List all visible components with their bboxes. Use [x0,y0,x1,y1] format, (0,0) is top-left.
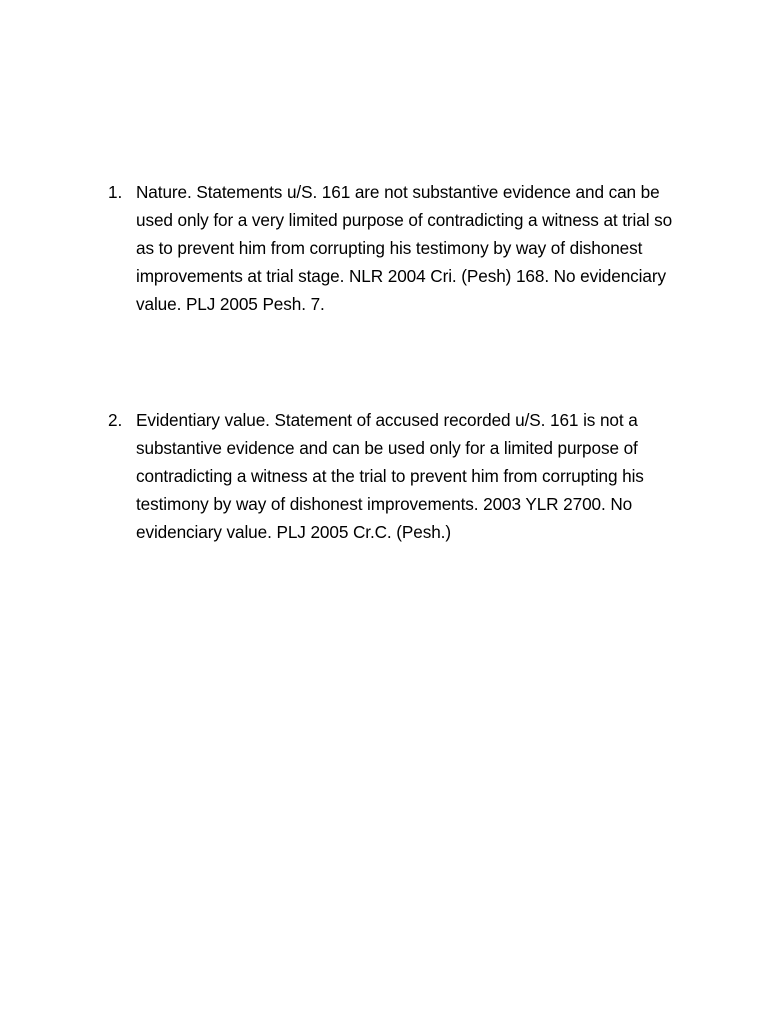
list-item-text: Evidentiary value. Statement of accused recorded u/S. 161 is not a substantive evidence and can be used only for a limited purpose of contradicting a witness at the trial to prevent him from corrupting his testimony by way of dishonest improvements. 2003 YLR 2700. No evidenciary value. PLJ 2005 Cr.C. (Pesh.) [136,410,644,542]
list-item-number: 1. [108,182,123,202]
list-item-text: Nature. Statements u/S. 161 are not substantive evidence and can be used only for a very limited purpose of contradicting a witness at trial so as to prevent him from corrupting his testimony by way of dishonest improvements at trial stage. NLR 2004 Cri. (Pesh) 168. No evidenciary value. PLJ 2005 Pesh. 7. [136,182,673,314]
list-item [108,178,688,318]
list-item [108,406,688,546]
list-item-number: 2. [108,410,123,430]
numbered-list [108,178,688,546]
